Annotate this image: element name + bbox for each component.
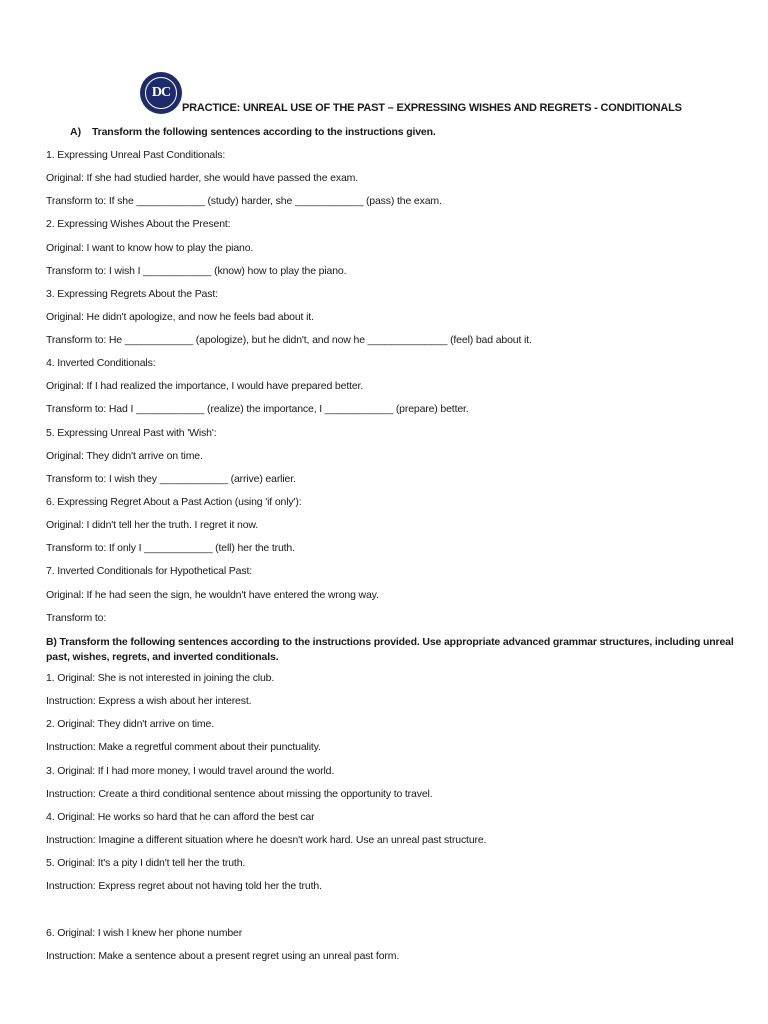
exercise-a1-original: Original: If she had studied harder, she would have passed the exam. — [46, 172, 358, 184]
exercise-b6-original: 6. Original: I wish I knew her phone number — [46, 927, 243, 939]
exercise-a6-original: Original: I didn't tell her the truth. I regret it now. — [46, 519, 259, 531]
exercise-b5-instruction: Instruction: Express regret about not having told her the truth. — [46, 880, 322, 892]
exercise-a4-heading: 4. Inverted Conditionals: — [46, 357, 156, 369]
exercise-a4-transform: Transform to: Had I ____________ (realize) the importance, I ____________ (prepare) better. — [46, 403, 469, 415]
exercise-a2-original: Original: I want to know how to play the piano. — [46, 242, 254, 254]
exercise-a7-transform: Transform to: — [46, 612, 107, 624]
exercise-b6-instruction: Instruction: Make a sentence about a present regret using an unreal past form. — [46, 950, 400, 962]
exercise-a2-transform: Transform to: I wish I ____________ (know) how to play the piano. — [46, 265, 347, 277]
exercise-a5-transform: Transform to: I wish they ____________ (arrive) earlier. — [46, 473, 296, 485]
exercise-a2-heading: 2. Expressing Wishes About the Present: — [46, 218, 231, 230]
exercise-b4-original: 4. Original: He works so hard that he can afford the best car — [46, 811, 315, 823]
school-logo — [140, 72, 182, 114]
school-logo-monogram: DC — [145, 77, 177, 109]
page-title: PRACTICE: UNREAL USE OF THE PAST – EXPRESSING WISHES AND REGRETS - CONDITIONALS — [182, 102, 682, 114]
exercise-a5-heading: 5. Expressing Unreal Past with 'Wish': — [46, 427, 217, 439]
exercise-a5-original: Original: They didn't arrive on time. — [46, 450, 203, 462]
exercise-a1-heading: 1. Expressing Unreal Past Conditionals: — [46, 149, 226, 161]
exercise-a3-heading: 3. Expressing Regrets About the Past: — [46, 288, 218, 300]
exercise-a6-transform: Transform to: If only I ____________ (tell) her the truth. — [46, 542, 295, 554]
exercise-b3-instruction: Instruction: Create a third conditional sentence about missing the opportunity to travel. — [46, 788, 433, 800]
exercise-b5-original: 5. Original: It's a pity I didn't tell her the truth. — [46, 857, 246, 869]
exercise-b1-instruction: Instruction: Express a wish about her interest. — [46, 695, 252, 707]
exercise-a7-original: Original: If he had seen the sign, he wouldn't have entered the wrong way. — [46, 589, 379, 601]
exercise-b2-instruction: Instruction: Make a regretful comment about their punctuality. — [46, 741, 321, 753]
section-a-label: A) — [70, 126, 82, 138]
exercise-b4-instruction: Instruction: Imagine a different situation where he doesn't work hard. Use an unreal past structure. — [46, 834, 487, 846]
exercise-b3-original: 3. Original: If I had more money, I would travel around the world. — [46, 765, 335, 777]
exercise-a6-heading: 6. Expressing Regret About a Past Action (using 'if only'): — [46, 496, 302, 508]
exercise-a1-transform: Transform to: If she ____________ (study) harder, she ____________ (pass) the exam. — [46, 195, 442, 207]
section-a-instruction: Transform the following sentences according to the instructions given. — [92, 126, 436, 138]
exercise-a3-transform: Transform to: He ____________ (apologize), but he didn't, and now he ______________ (feel) bad about it. — [46, 334, 532, 346]
exercise-a3-original: Original: He didn't apologize, and now he feels bad about it. — [46, 311, 314, 323]
section-b-instruction: B) Transform the following sentences according to the instructions provided. Use appropriate advanced grammar structures, including unreal past, wishes, regrets, and inverted conditionals. — [46, 636, 734, 663]
exercise-b1-original: 1. Original: She is not interested in joining the club. — [46, 672, 275, 684]
exercise-a7-heading: 7. Inverted Conditionals for Hypothetical Past: — [46, 565, 252, 577]
exercise-a4-original: Original: If I had realized the importance, I would have prepared better. — [46, 380, 364, 392]
exercise-b2-original: 2. Original: They didn't arrive on time. — [46, 718, 214, 730]
